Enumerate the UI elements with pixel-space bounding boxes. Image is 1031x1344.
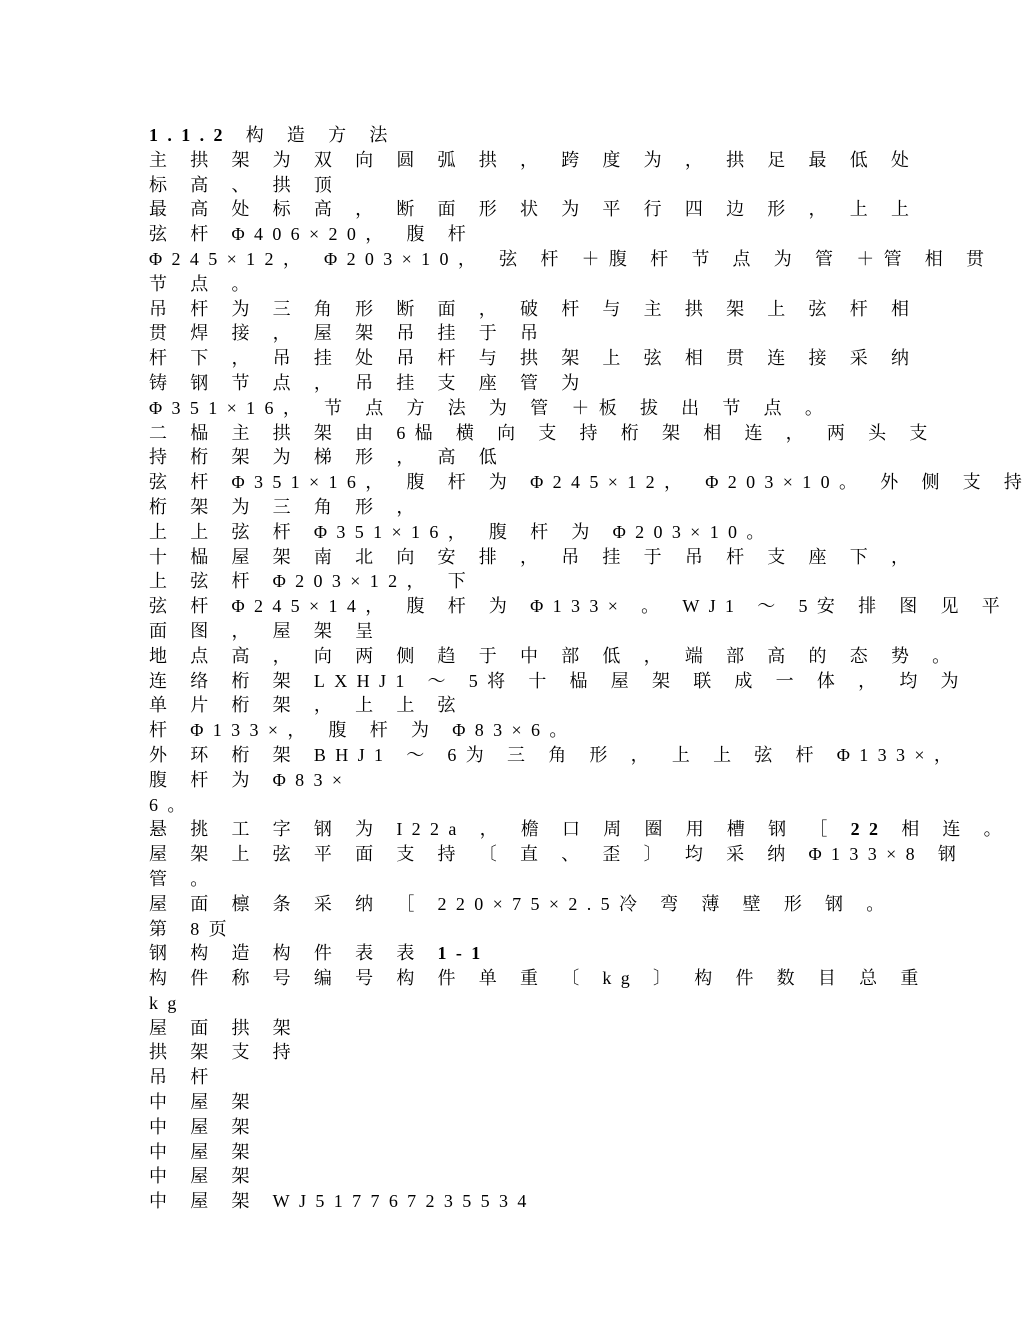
text-line: 弦 杆 Φ406×20， 腹 杆 (149, 224, 476, 245)
text-line: 上 弦 杆 Φ203×12， 下 (149, 571, 476, 592)
text-line-channel-steel (149, 817, 1011, 842)
text-line: 杆 Φ133×， 腹 杆 为 Φ83×6。 (149, 720, 577, 741)
table-header: 构 件 称 号 编 号 构 件 单 重 〔 kg 〕 构 件 数 目 总 重 (149, 968, 928, 989)
text-line: 弦 杆 Φ351×16， 腹 杆 为 Φ245×12， Φ203×10。 外 侧 支 持 (149, 472, 1031, 493)
text-segment: 悬 挑 工 字 钢 为 I22a ， 檐 口 周 圈 用 槽 钢 ［ (149, 819, 851, 840)
table-row: 中 屋 架 (149, 1116, 259, 1137)
table-row: 中 屋 架 (149, 1166, 259, 1187)
section-number: 1.1.2 (149, 125, 232, 145)
text-line: 面 图 ， 屋 架 呈 (149, 620, 383, 641)
page-number: 第 8页 (149, 918, 236, 939)
table-row: 中 屋 架 (149, 1141, 259, 1162)
text-line: 单 片 桁 架 ， 上 上 弦 (149, 695, 465, 716)
text-line: 腹 杆 为 Φ83× (149, 769, 352, 790)
text-line: 地 点 高 ， 向 两 侧 趋 于 中 部 低 ， 端 部 高 的 态 势 。 (149, 645, 960, 666)
text-line: 连 络 桁 架 LXHJ1 ～ 5将 十 榀 屋 架 联 成 一 体 ， 均 为 (149, 670, 968, 691)
text-line: 最 高 处 标 高 ， 断 面 形 状 为 平 行 四 边 形 ， 上 上 (149, 199, 919, 220)
text-line: 弦 杆 Φ245×14， 腹 杆 为 Φ133× 。 WJ1 ～ 5安 排 图 见 平 (149, 596, 1010, 617)
text-line: 6。 (149, 794, 195, 815)
text-line: 管 。 (149, 868, 218, 889)
text-line: 外 环 桁 架 BHJ1 ～ 6为 三 角 形 ， 上 上 弦 杆 Φ133×， (149, 744, 962, 765)
text-line: 铸 钢 节 点 ， 吊 挂 支 座 管 为 (149, 372, 589, 393)
text-line: Φ351×16， 节 点 方 法 为 管 ＋板 拔 出 节 点 。 (149, 397, 833, 418)
bold-number: 22 (850, 819, 888, 840)
table-row: 拱 架 支 持 (149, 1042, 301, 1063)
text-segment: 相 连 。 (887, 819, 1011, 840)
text-line: 杆 下 ， 吊 挂 处 吊 杆 与 拱 架 上 弦 相 贯 连 接 采 纳 (149, 348, 919, 369)
table-row: 中 屋 架 WJ517767235534 (149, 1191, 536, 1212)
document-page (149, 123, 1031, 1214)
text-line: 二 榀 主 拱 架 由 6榀 横 向 支 持 桁 架 相 连 ， 两 头 支 (149, 422, 937, 443)
table-title (149, 941, 809, 966)
text-line: 桁 架 为 三 角 形 ， (149, 496, 424, 517)
table-row: 吊 杆 (149, 1067, 218, 1088)
text-line: 节 点 。 (149, 273, 259, 294)
text-line: 屋 架 上 弦 平 面 支 持 〔 直 、 歪 〕 均 采 纳 Φ133×8 钢 (149, 844, 966, 865)
text-line: 屋 面 檩 条 采 纳 ［ 220×75×2.5冷 弯 薄 壁 形 钢 。 (149, 893, 894, 914)
text-line: 上 上 弦 杆 Φ351×16， 腹 杆 为 Φ203×10。 (149, 521, 774, 542)
section-title: 构 造 方 法 (245, 125, 397, 145)
text-line: Φ245×12， Φ203×10， 弦 杆 ＋腹 杆 节 点 为 管 ＋管 相 贯 (149, 248, 994, 269)
table-row: 屋 面 拱 架 (149, 1017, 301, 1038)
table-title-text: 钢 构 造 构 件 表 表 (149, 943, 438, 964)
text-line: 标 高 、 拱 顶 (149, 174, 342, 195)
table-number: 1-1 (437, 943, 490, 964)
text-line: 主 拱 架 为 双 向 圆 弧 拱 ， 跨 度 为 ， 拱 足 最 低 处 (149, 149, 919, 170)
section-heading (149, 123, 809, 148)
table-row: 中 屋 架 (149, 1092, 259, 1113)
text-line: 贯 焊 接 ， 屋 架 吊 挂 于 吊 (149, 323, 548, 344)
text-line: 吊 杆 为 三 角 形 断 面 ， 破 杆 与 主 拱 架 上 弦 杆 相 (149, 298, 919, 319)
table-header-unit: kg (149, 992, 186, 1013)
text-line: 持 桁 架 为 梯 形 ， 高 低 (149, 447, 507, 468)
text-line: 十 榀 屋 架 南 北 向 安 排 ， 吊 挂 于 吊 杆 支 座 下 ， (149, 546, 919, 567)
